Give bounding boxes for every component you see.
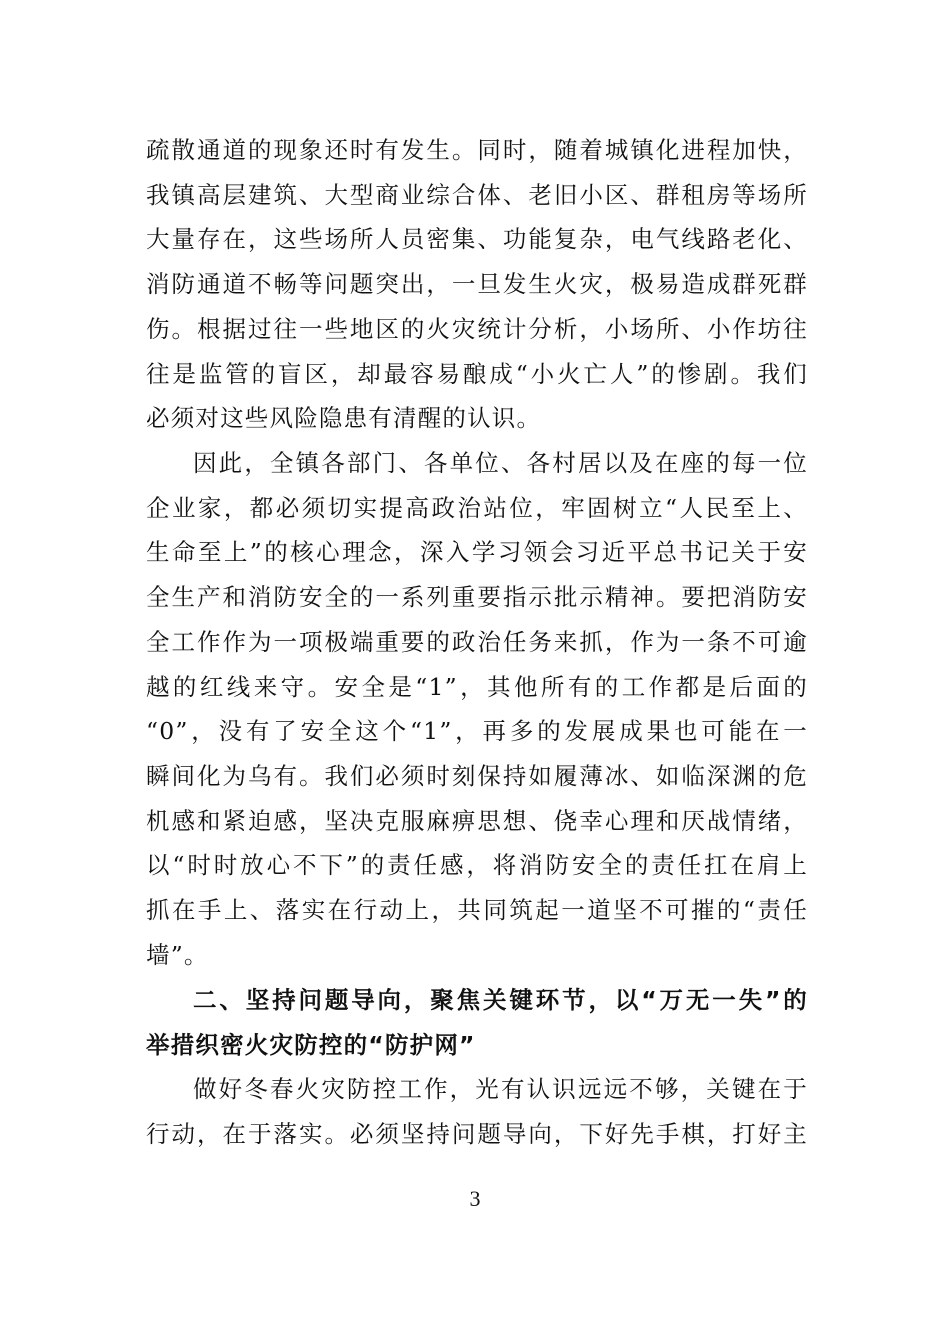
paragraph-line: 越的红线来守。安全是“1”，其他所有的工作都是后面的: [146, 672, 808, 701]
paragraph-line: 伤。根据过往一些地区的火灾统计分析，小场所、小作坊往: [146, 314, 808, 343]
paragraph-line: 行动，在于落实。必须坚持问题导向，下好先手棋，打好主: [146, 1119, 808, 1148]
paragraph-line: 抓在手上、落实在行动上，共同筑起一道坚不可摧的“责任: [146, 896, 808, 925]
paragraph-line: 因此，全镇各部门、各单位、各村居以及在座的每一位: [193, 449, 808, 477]
paragraph-action-implementation: [146, 1067, 808, 1156]
paragraph-line: 我镇高层建筑、大型商业综合体、老旧小区、群租房等场所: [146, 180, 808, 209]
paragraph-risk-situation: [146, 128, 808, 441]
paragraph-line: 做好冬春火灾防控工作，光有认识远远不够，关键在于: [193, 1075, 808, 1103]
heading-line: 举措织密火灾防控的“防护网”: [146, 1030, 476, 1059]
paragraph-line: 消防通道不畅等问题突出，一旦发生火灾，极易造成群死群: [146, 270, 808, 299]
paragraph-line: 全工作作为一项极端重要的政治任务来抓，作为一条不可逾: [146, 627, 808, 656]
paragraph-line: 全生产和消防安全的一系列重要指示批示精神。要把消防安: [146, 583, 808, 612]
paragraph-political-responsibility: [146, 441, 808, 977]
section-heading-two: [146, 978, 808, 1067]
paragraph-line: 瞬间化为乌有。我们必须时刻保持如履薄冰、如临深渊的危: [146, 761, 808, 790]
paragraph-line: 疏散通道的现象还时有发生。同时，随着城镇化进程加快，: [146, 136, 808, 164]
paragraph-line: 必须对这些风险隐患有清醒的认识。: [146, 404, 542, 433]
paragraph-line: 墙”。: [146, 940, 209, 969]
paragraph-line: 以“时时放心不下”的责任感，将消防安全的责任扛在肩上: [146, 851, 808, 880]
paragraph-line: “0”，没有了安全这个“1”，再多的发展成果也可能在一: [146, 717, 808, 746]
page-number: 3: [469, 1186, 481, 1211]
paragraph-line: 机感和紧迫感，坚决克服麻痹思想、侥幸心理和厌战情绪，: [146, 806, 808, 835]
paragraph-line: 企业家，都必须切实提高政治站位，牢固树立“人民至上、: [146, 493, 808, 522]
paragraph-line: 生命至上”的核心理念，深入学习领会习近平总书记关于安: [146, 538, 808, 567]
paragraph-line: 往是监管的盲区，却最容易酿成“小火亡人”的惨剧。我们: [146, 359, 808, 388]
heading-line: 二、坚持问题导向，聚焦关键环节，以“万无一失”的: [193, 986, 808, 1014]
paragraph-line: 大量存在，这些场所人员密集、功能复杂，电气线路老化、: [146, 225, 808, 254]
